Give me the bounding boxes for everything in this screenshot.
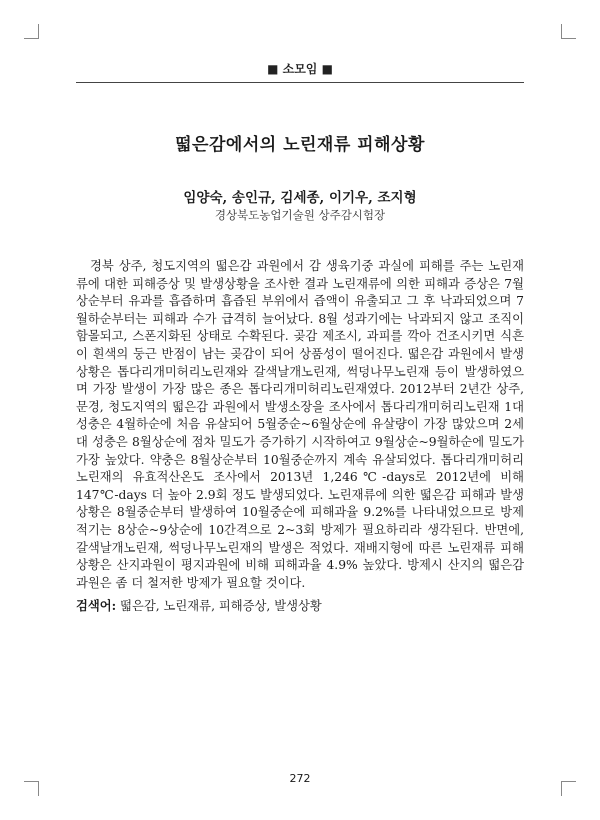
header-divider — [76, 82, 524, 83]
abstract-paragraph: 경북 상주, 청도지역의 떫은감 과원에서 감 생육기중 과실에 피해를 주는 노린재류에 대한 피해증상 및 발생상황을 조사한 결과 노린재류에 의한 피해과 증상은 7월상순부터 유과를 흡즙하며 흡즙된 부위에서 즙액이 유출되고 그 후 낙과되었으며 7월하순부터는 피해과 수가 급격히 늘어났다. 8월 성과기에는 낙과되지 않고 조직이 함몰되고, 스폰지화된 상태로 수확된다. 곶감 제조시, 과피를 깍아 건조시키면 식흔이 흰색의 둥근 반점이 남는 곶감이 되어 상품성이 떨어진다. 떫은감 과원에서 발생상황은 톱다리개미허리노린재와 갈색날개노린재, 썩덩나무노린재 등이 발생하였으며 가장 발생이 가장 많은 종은 톱다리개미허리노린재였다. 2012부터 2년간 상주, 문경, 청도지역의 떫은감 과원에서 발생소장을 조사에서 톱다리개미허리노린재 1대 성충은 4월하순에 처음 유살되어 5월중순~6월상순에 유살량이 가장 많았으며 2세대 성충은 8월상순에 점차 밀도가 증가하기 시작하여고 9월상순~9월하순에 밀도가 가장 높았다. 약충은 8월상순부터 10월중순까지 계속 유살되었다. 톱다리개미허리노린재의 유효적산온도 조사에서 2013년 1,246℃-days로 2012년에 비해 147℃-days 더 높아 2.9회 정도 발생되었다. 노린재류에 의한 떫은감 피해과 발생상황은 8월중순부터 발생하여 10월중순에 피해과율 9.2%를 나타내었으므로 방제적기는 8상순~9상순에 10간격으로 2~3회 방제가 필요하리라 생각된다. 반면에, 갈색날개노린재, 썩덩나무노린재의 발생은 적었다. 재배지형에 따른 노린재류 피해 상황은 산지과원이 평지과원에 비해 피해과율 4.9% 높았다. 방제시 산지의 떫은감 과원은 좀 더 철저한 방제가 필요할 것이다. — [76, 259, 524, 590]
page-number: 272 — [289, 772, 311, 785]
crop-mark-top-right — [561, 24, 576, 39]
affiliation: 경상북도농업기술원 상주감시험장 — [214, 208, 386, 222]
keywords-text: 떫은감, 노린재류, 피해증상, 발생상황 — [116, 599, 322, 613]
keywords-label: 검색어: — [76, 598, 117, 613]
paper-title: 떫은감에서의 노린재류 피해상황 — [175, 135, 425, 155]
crop-mark-top-left — [24, 24, 39, 39]
keywords-line — [76, 596, 524, 614]
section-label: ■ 소모임 ■ — [267, 62, 333, 76]
author-list: 임양숙, 송인규, 김세종, 이기우, 조지형 — [183, 190, 417, 206]
